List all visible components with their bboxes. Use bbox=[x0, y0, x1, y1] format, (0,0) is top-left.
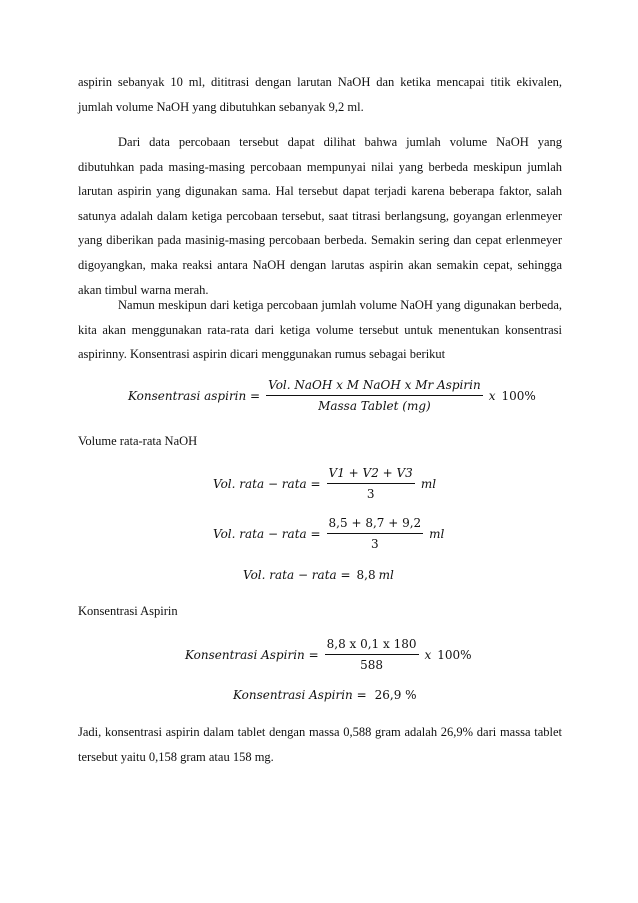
fraction-denominator: Massa Tablet (mg) bbox=[318, 399, 431, 413]
equation-fraction bbox=[325, 637, 419, 672]
equation-lhs: Konsentrasi aspirin = bbox=[128, 388, 261, 403]
heading-aspirin-concentration: Konsentrasi Aspirin bbox=[78, 604, 178, 618]
equation-volume-average-result bbox=[243, 568, 394, 582]
equation-lhs: Konsentrasi Aspirin = bbox=[185, 647, 319, 662]
equation-concentration-result bbox=[233, 688, 417, 702]
equation-lhs: Vol. rata − rata = bbox=[213, 526, 321, 541]
equation-fraction bbox=[327, 466, 415, 501]
equation-fraction bbox=[266, 378, 483, 413]
equation-lhs: Vol. rata − rata = bbox=[243, 568, 351, 582]
equation-unit: ml bbox=[378, 568, 394, 582]
equation-unit: ml bbox=[429, 526, 445, 541]
equation-value: 26,9 % bbox=[374, 688, 417, 702]
equation-percent: 100% bbox=[437, 647, 472, 662]
equation-concentration-formula bbox=[128, 378, 536, 413]
equation-concentration-values bbox=[185, 637, 472, 672]
equation-unit: ml bbox=[420, 476, 437, 491]
fraction-numerator: Vol. NaOH x M NaOH x Mr Aspirin bbox=[268, 378, 481, 392]
equation-fraction bbox=[327, 516, 424, 551]
fraction-numerator: V1 + V2 + V3 bbox=[328, 466, 413, 480]
paragraph-4: Jadi, konsentrasi aspirin dalam tablet dengan massa 0,588 gram adalah 26,9% dari massa tablet tersebut yaitu 0,158 gram atau 158 mg. bbox=[78, 725, 562, 764]
heading-volume-average: Volume rata-rata NaOH bbox=[78, 434, 198, 448]
fraction-denominator: 3 bbox=[371, 537, 379, 551]
equation-percent: 100% bbox=[501, 388, 536, 403]
equation-volume-average-formula bbox=[213, 466, 436, 501]
fraction-denominator: 3 bbox=[366, 487, 375, 501]
paragraph-1: aspirin sebanyak 10 ml, dititrasi dengan larutan NaOH dan ketika mencapai titik ekivalen, jumlah volume NaOH yang dibutuhkan sebanyak 9,2 ml. bbox=[78, 75, 562, 114]
paragraph-3: Namun meskipun dari ketiga percobaan jumlah volume NaOH yang digunakan berbeda, kita akan menggunakan rata-rata dari ketiga volume tersebut untuk menentukan konsentrasi aspirinny. Konsentrasi aspirin dicari menggunakan rumus sebagai berikut bbox=[78, 298, 562, 362]
paragraph-2: Dari data percobaan tersebut dapat dilihat bahwa jumlah volume NaOH yang dibutuhkan pada masing-masing percobaan mempunyai nilai yang berbeda meskipun jumlah larutan aspirin yang digunakan sama. Hal tersebut dapat terjadi karena beberapa faktor, salah satunya adalah dalam ketiga percobaan tersebut, saat titrasi berlangsung, goyangan erlenmeyer yang diberikan pada masinig-masing percobaan berbeda. Semakin sering dan cepat erlenmeyer digoyangkan, maka reaksi antara NaOH dengan larutas aspirin akan semakin cepat, sehingga akan timbul warna merah. bbox=[78, 135, 562, 297]
equation-value: 8,8 bbox=[356, 568, 376, 582]
equation-lhs: Vol. rata − rata = bbox=[213, 476, 321, 491]
fraction-numerator: 8,8 x 0,1 x 180 bbox=[326, 637, 417, 651]
fraction-numerator: 8,5 + 8,7 + 9,2 bbox=[328, 516, 422, 530]
fraction-denominator: 588 bbox=[360, 658, 384, 672]
equation-volume-average-values bbox=[213, 516, 444, 551]
equation-multiply: x bbox=[488, 388, 496, 403]
equation-lhs: Konsentrasi Aspirin = bbox=[233, 688, 367, 702]
equation-multiply: x bbox=[424, 647, 432, 662]
